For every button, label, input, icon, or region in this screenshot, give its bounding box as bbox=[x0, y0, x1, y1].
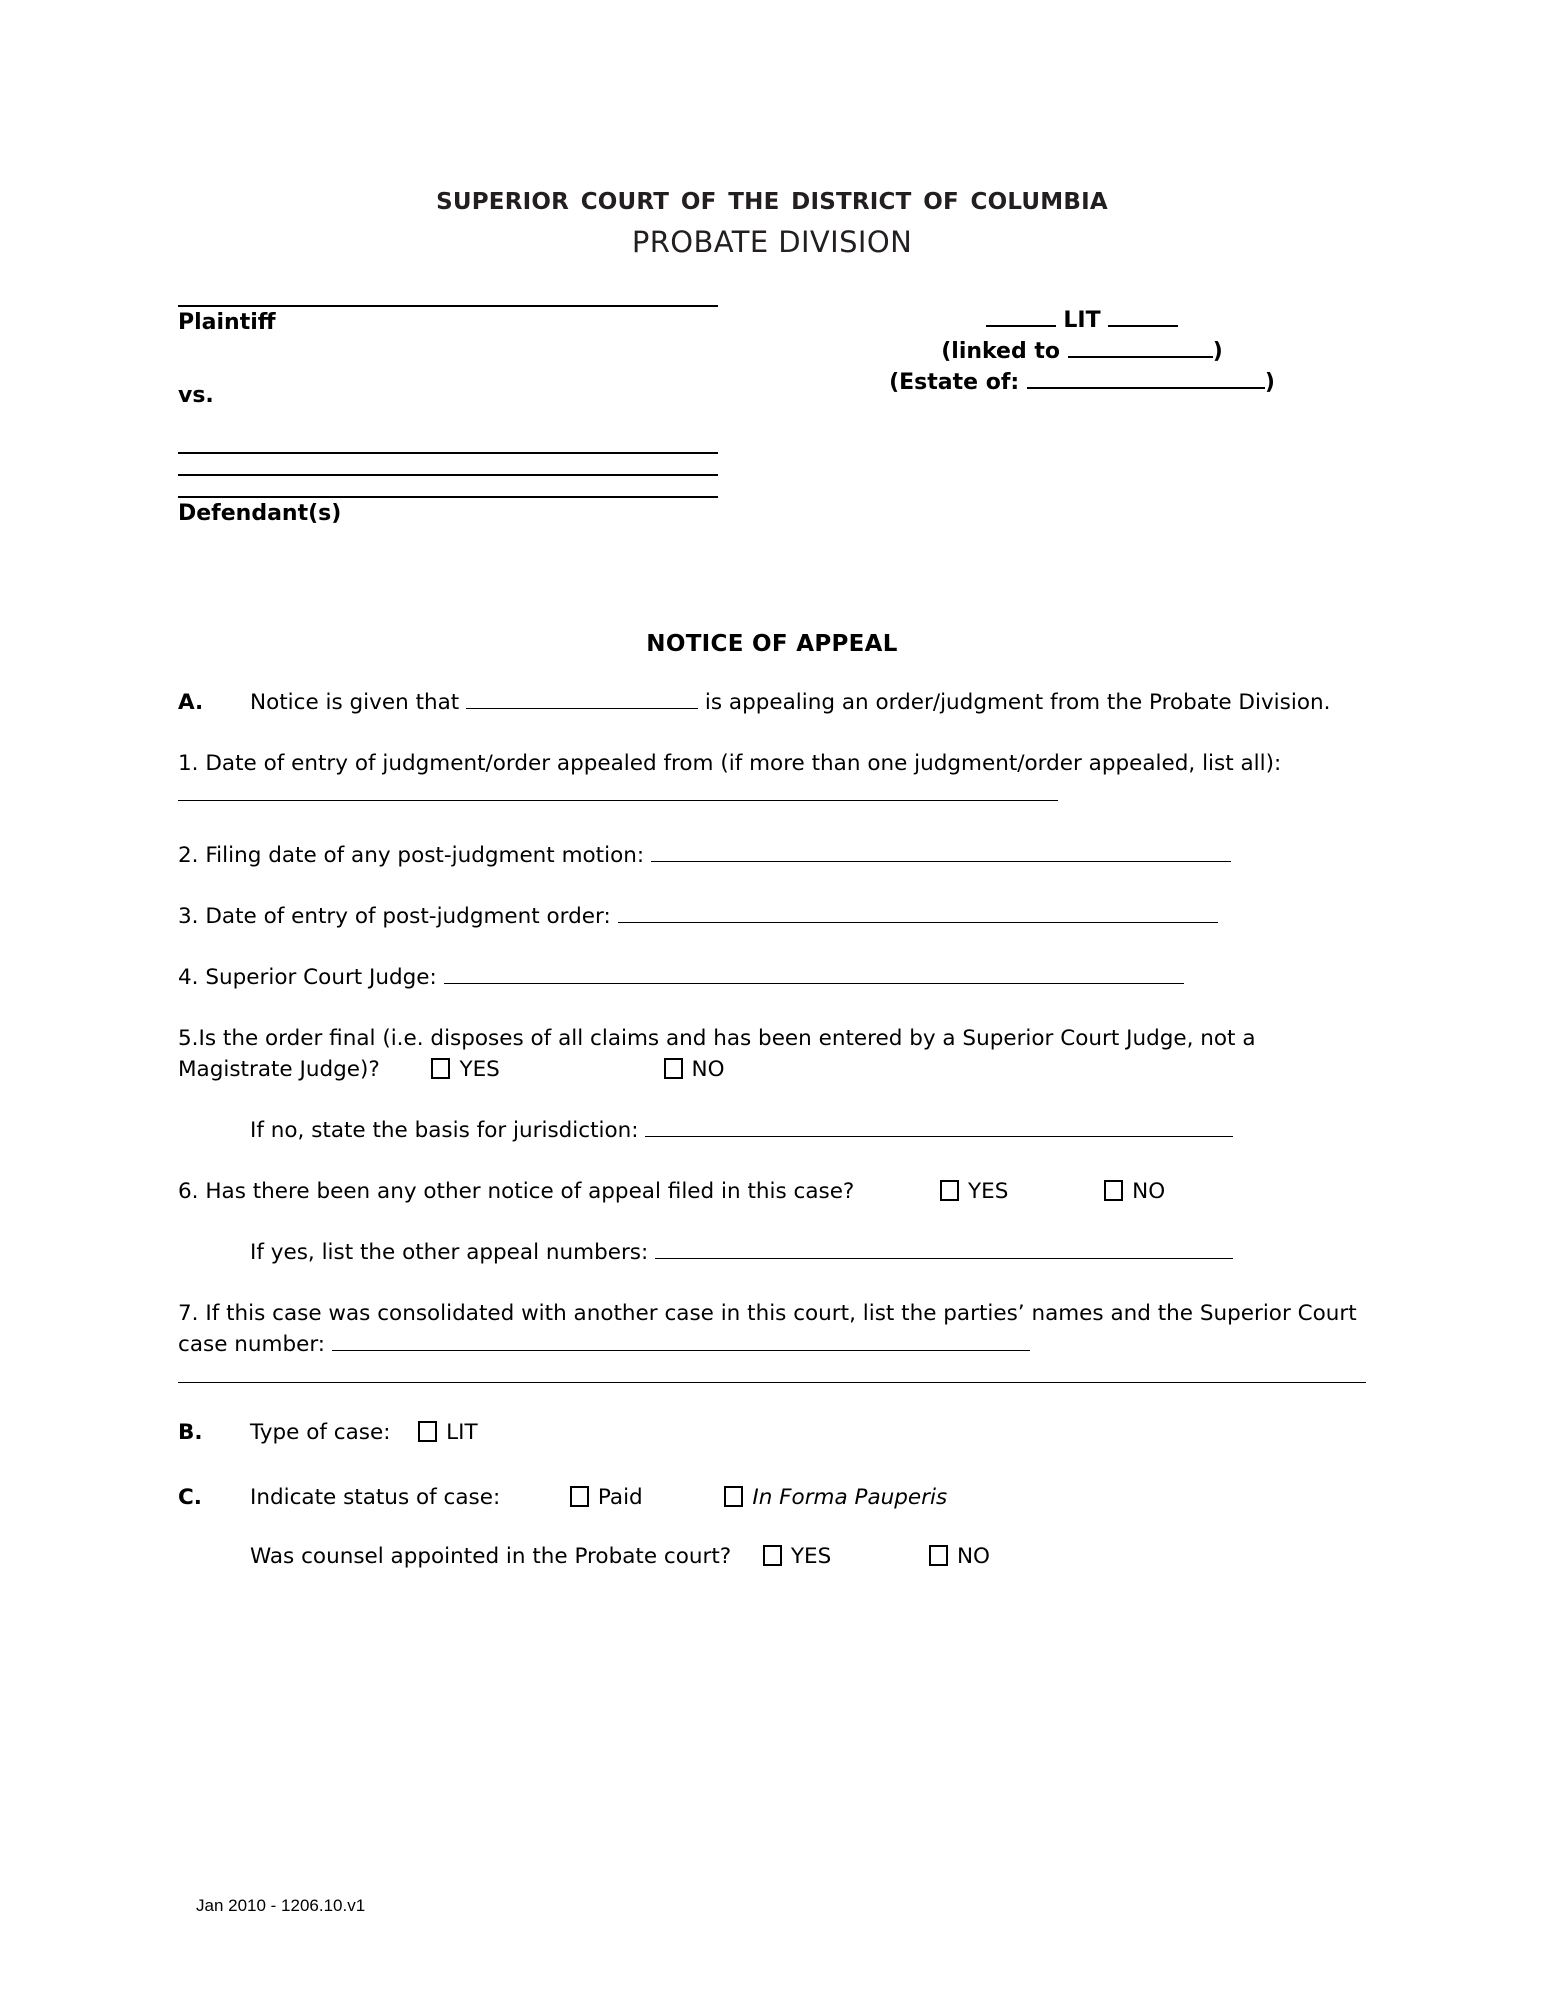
section-c bbox=[178, 1482, 1366, 1513]
item-1-number: 1. bbox=[178, 751, 199, 776]
item-6-no-option[interactable] bbox=[1104, 1176, 1165, 1207]
item-5-subquestion-blank[interactable] bbox=[645, 1121, 1233, 1137]
item-6-subquestion-text: If yes, list the other appeal numbers: bbox=[250, 1240, 649, 1265]
defendant-name-line-3[interactable] bbox=[178, 496, 718, 498]
estate-of-close-paren: ) bbox=[1264, 370, 1275, 395]
section-c-counsel-question: Was counsel appointed in the Probate court? bbox=[250, 1544, 732, 1569]
item-3-text: Date of entry of post-judgment order: bbox=[205, 904, 611, 929]
item-2 bbox=[178, 840, 1366, 871]
linked-to-label: (linked to bbox=[941, 339, 1061, 364]
counsel-yes-option[interactable] bbox=[763, 1541, 831, 1572]
item-2-text: Filing date of any post-judgment motion: bbox=[205, 843, 645, 868]
estate-of-label: (Estate of: bbox=[889, 370, 1020, 395]
item-7 bbox=[178, 1298, 1366, 1360]
defendant-label: Defendant(s) bbox=[178, 501, 342, 526]
item-2-number: 2. bbox=[178, 843, 199, 868]
case-caption bbox=[178, 305, 1366, 575]
item-5-yes-option[interactable] bbox=[431, 1054, 499, 1085]
item-5-number: 5. bbox=[178, 1026, 199, 1051]
form-heading: NOTICE OF APPEAL bbox=[646, 631, 898, 657]
defendant-name-line-1[interactable] bbox=[178, 452, 718, 454]
page-title: superior court of the district of columbia bbox=[436, 178, 1108, 217]
section-b-letter: B. bbox=[178, 1420, 203, 1445]
section-c-paid-checkbox[interactable] bbox=[570, 1486, 589, 1507]
item-6-number: 6. bbox=[178, 1179, 199, 1204]
section-c-ifp-option[interactable] bbox=[724, 1482, 947, 1513]
item-1 bbox=[178, 748, 1366, 810]
case-type-lit-label: LIT bbox=[1063, 308, 1101, 333]
section-b bbox=[178, 1417, 1366, 1448]
form-version-footer: Jan 2010 - 1206.10.v1 bbox=[196, 1896, 366, 1915]
item-3-answer-blank[interactable] bbox=[618, 907, 1218, 923]
document-content bbox=[178, 0, 1366, 1572]
section-b-label: Type of case: bbox=[250, 1420, 391, 1445]
case-number-prefix-blank[interactable] bbox=[986, 309, 1056, 327]
linked-to-close-paren: ) bbox=[1212, 339, 1223, 364]
item-6-subquestion-blank[interactable] bbox=[655, 1243, 1233, 1259]
section-a-text-before: Notice is given that bbox=[250, 690, 460, 715]
item-7-number: 7. bbox=[178, 1301, 199, 1326]
item-4-answer-blank[interactable] bbox=[444, 968, 1184, 984]
defendant-name-line-2[interactable] bbox=[178, 474, 718, 476]
item-7-answer-blank[interactable] bbox=[332, 1335, 1030, 1351]
counsel-no-label: NO bbox=[956, 1544, 990, 1569]
counsel-yes-checkbox[interactable] bbox=[763, 1545, 782, 1566]
case-number-row bbox=[798, 305, 1366, 336]
section-c-ifp-label: In Forma Pauperis bbox=[752, 1485, 948, 1510]
item-2-answer-blank[interactable] bbox=[651, 846, 1231, 862]
appellant-name-blank[interactable] bbox=[466, 693, 698, 709]
item-6-no-label: NO bbox=[1132, 1179, 1166, 1204]
page-subtitle: PROBATE DIVISION bbox=[631, 225, 913, 259]
item-7-continuation-line[interactable] bbox=[178, 1382, 1366, 1383]
item-5-text: Is the order final (i.e. disposes of all claims and has been entered by a Superior Court Judge, not a Magistrate Judge)? bbox=[178, 1026, 1256, 1082]
item-6-yes-label: YES bbox=[968, 1179, 1009, 1204]
caption-right-column bbox=[798, 305, 1366, 398]
section-c-label: Indicate status of case: bbox=[250, 1485, 501, 1510]
item-5-yes-checkbox[interactable] bbox=[431, 1058, 450, 1079]
section-a-letter: A. bbox=[178, 690, 204, 715]
counsel-no-checkbox[interactable] bbox=[929, 1545, 948, 1566]
item-6-yes-option[interactable] bbox=[940, 1176, 1008, 1207]
section-b-lit-label: LIT bbox=[446, 1420, 478, 1445]
section-c-paid-label: Paid bbox=[597, 1485, 643, 1510]
item-5-no-label: NO bbox=[691, 1057, 725, 1082]
plaintiff-label: Plaintiff bbox=[178, 310, 276, 335]
section-c-counsel-row bbox=[178, 1541, 1366, 1572]
estate-of-row bbox=[798, 367, 1366, 398]
item-1-answer-blank[interactable] bbox=[178, 785, 1058, 801]
item-6-no-checkbox[interactable] bbox=[1104, 1180, 1123, 1201]
item-4-text: Superior Court Judge: bbox=[205, 965, 437, 990]
section-a-text-after: is appealing an order/judgment from the Probate Division. bbox=[704, 690, 1331, 715]
section-b-lit-checkbox[interactable] bbox=[418, 1421, 437, 1442]
item-6-yes-checkbox[interactable] bbox=[940, 1180, 959, 1201]
item-5-yes-label: YES bbox=[459, 1057, 500, 1082]
counsel-yes-label: YES bbox=[790, 1544, 832, 1569]
section-c-letter: C. bbox=[178, 1485, 202, 1510]
item-7-text: If this case was consolidated with another case in this court, list the parties’ names and the Superior Court case number: bbox=[178, 1301, 1357, 1357]
item-4-number: 4. bbox=[178, 965, 199, 990]
item-6-subquestion bbox=[178, 1237, 1366, 1268]
item-5-no-option[interactable] bbox=[664, 1054, 725, 1085]
case-number-suffix-blank[interactable] bbox=[1108, 309, 1178, 327]
item-5-subquestion-text: If no, state the basis for jurisdiction: bbox=[250, 1118, 639, 1143]
section-b-lit-option[interactable] bbox=[418, 1417, 477, 1448]
item-1-text: Date of entry of judgment/order appealed from (if more than one judgment/order appealed, list all): bbox=[205, 751, 1282, 776]
linked-to-row bbox=[798, 336, 1366, 367]
item-3 bbox=[178, 901, 1366, 932]
linked-to-blank[interactable] bbox=[1068, 340, 1213, 358]
plaintiff-name-line[interactable] bbox=[178, 305, 718, 307]
section-c-ifp-checkbox[interactable] bbox=[724, 1486, 743, 1507]
item-6-text: Has there been any other notice of appeal filed in this case? bbox=[205, 1179, 855, 1204]
caption-left-column bbox=[178, 305, 718, 526]
item-4 bbox=[178, 962, 1366, 993]
item-5-no-checkbox[interactable] bbox=[664, 1058, 683, 1079]
estate-of-blank[interactable] bbox=[1027, 371, 1265, 389]
section-a bbox=[178, 687, 1366, 718]
counsel-no-option[interactable] bbox=[929, 1541, 990, 1572]
item-5 bbox=[178, 1023, 1366, 1085]
item-5-subquestion bbox=[178, 1115, 1366, 1146]
defendant-name-lines bbox=[178, 452, 718, 498]
item-3-number: 3. bbox=[178, 904, 199, 929]
versus-label: vs. bbox=[178, 383, 214, 408]
item-6 bbox=[178, 1176, 1366, 1207]
section-c-paid-option[interactable] bbox=[570, 1482, 643, 1513]
